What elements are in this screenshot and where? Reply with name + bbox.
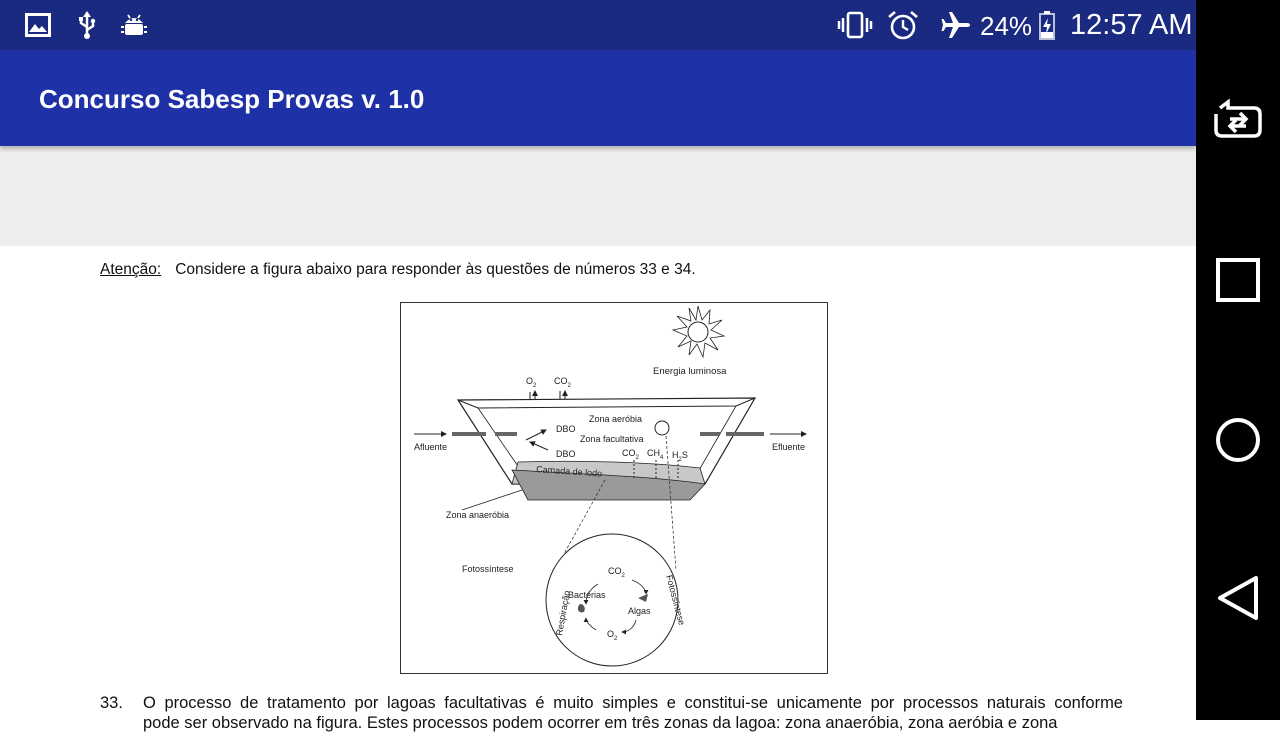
lagoon-figure — [400, 302, 828, 674]
airplane-icon — [940, 0, 972, 50]
app-title: Concurso Sabesp Provas v. 1.0 — [39, 84, 425, 114]
recents-button[interactable] — [1196, 250, 1280, 310]
clock: 12:57 AM — [1070, 9, 1193, 41]
alarm-icon — [887, 0, 919, 50]
attention-label: Atenção: — [100, 261, 162, 278]
status-bar — [0, 0, 1196, 50]
influent-label: Afluente — [414, 442, 448, 452]
dbo-label-1: DBO — [556, 424, 576, 434]
respiration-label: Respiração — [554, 589, 572, 637]
co2-top-label: $CO_2$ — [554, 376, 571, 389]
question-number: 33. — [100, 694, 123, 712]
navigation-bar — [1196, 0, 1280, 720]
bacteria-label: Bactérias — [568, 590, 606, 600]
image-icon — [24, 0, 52, 50]
battery-percent: 24% — [980, 11, 1033, 41]
document-page[interactable] — [0, 246, 1196, 732]
anaerobic-zone-label: Zona anaeróbia — [446, 510, 510, 520]
inlet-pipe — [452, 432, 486, 436]
sludge-label: Camada de lodo — [535, 464, 603, 479]
back-button[interactable] — [1196, 568, 1280, 628]
energy-label: Energia luminosa — [653, 366, 727, 377]
outlet-pipe — [700, 432, 720, 436]
ch4-gas-label: $CH_4$ — [647, 448, 664, 461]
algae-label: Algas — [628, 606, 651, 616]
toolbar-area — [0, 146, 1196, 246]
photosynthesis-left-label: Fotossíntese — [462, 564, 514, 574]
attention-text: Considere a figura abaixo para responder às questões de números 33 e 34. — [175, 261, 696, 278]
vibrate-icon — [838, 0, 872, 50]
android-debug-icon — [120, 0, 148, 50]
dbo-label-2: DBO — [556, 449, 576, 459]
outlet-pipe-2 — [726, 432, 764, 436]
rotate-icon — [1210, 100, 1266, 140]
question-line-1: O processo de tratamento por lagoas facultativas é muito simples e constitui-se unicamente por processos naturais conforme — [143, 694, 1123, 712]
o2-top-label: $O_2$ — [526, 376, 537, 389]
aerobic-zone-label: Zona aeróbia — [589, 414, 643, 424]
attention-note — [100, 261, 696, 279]
question-line-2: pode ser observado na figura. Estes processos podem ocorrer em três zonas da lagoa: zona anaeróbia, zona aeróbia e zona — [143, 714, 1058, 732]
inlet-pipe-2 — [495, 432, 517, 436]
h2s-gas-label: $H_2S$ — [672, 450, 688, 463]
o2-cycle-label: $O_2$ — [607, 629, 618, 642]
co2-gas-label: $CO_2$ — [622, 448, 639, 461]
battery-charging-icon — [1038, 0, 1056, 50]
app-bar — [0, 50, 1196, 146]
facultative-zone-label: Zona facultativa — [580, 434, 644, 444]
effluent-label: Efluente — [772, 442, 806, 452]
photosynthesis-arc-label: Fotossíntese — [664, 573, 688, 627]
co2-cycle-label: $CO_2$ — [608, 566, 625, 579]
home-icon — [1215, 417, 1261, 463]
bubble-circle — [655, 421, 669, 435]
home-button[interactable] — [1196, 410, 1280, 470]
usb-icon — [76, 0, 98, 50]
back-icon — [1216, 575, 1260, 621]
rotate-button[interactable] — [1196, 90, 1280, 150]
recents-icon — [1216, 258, 1260, 302]
